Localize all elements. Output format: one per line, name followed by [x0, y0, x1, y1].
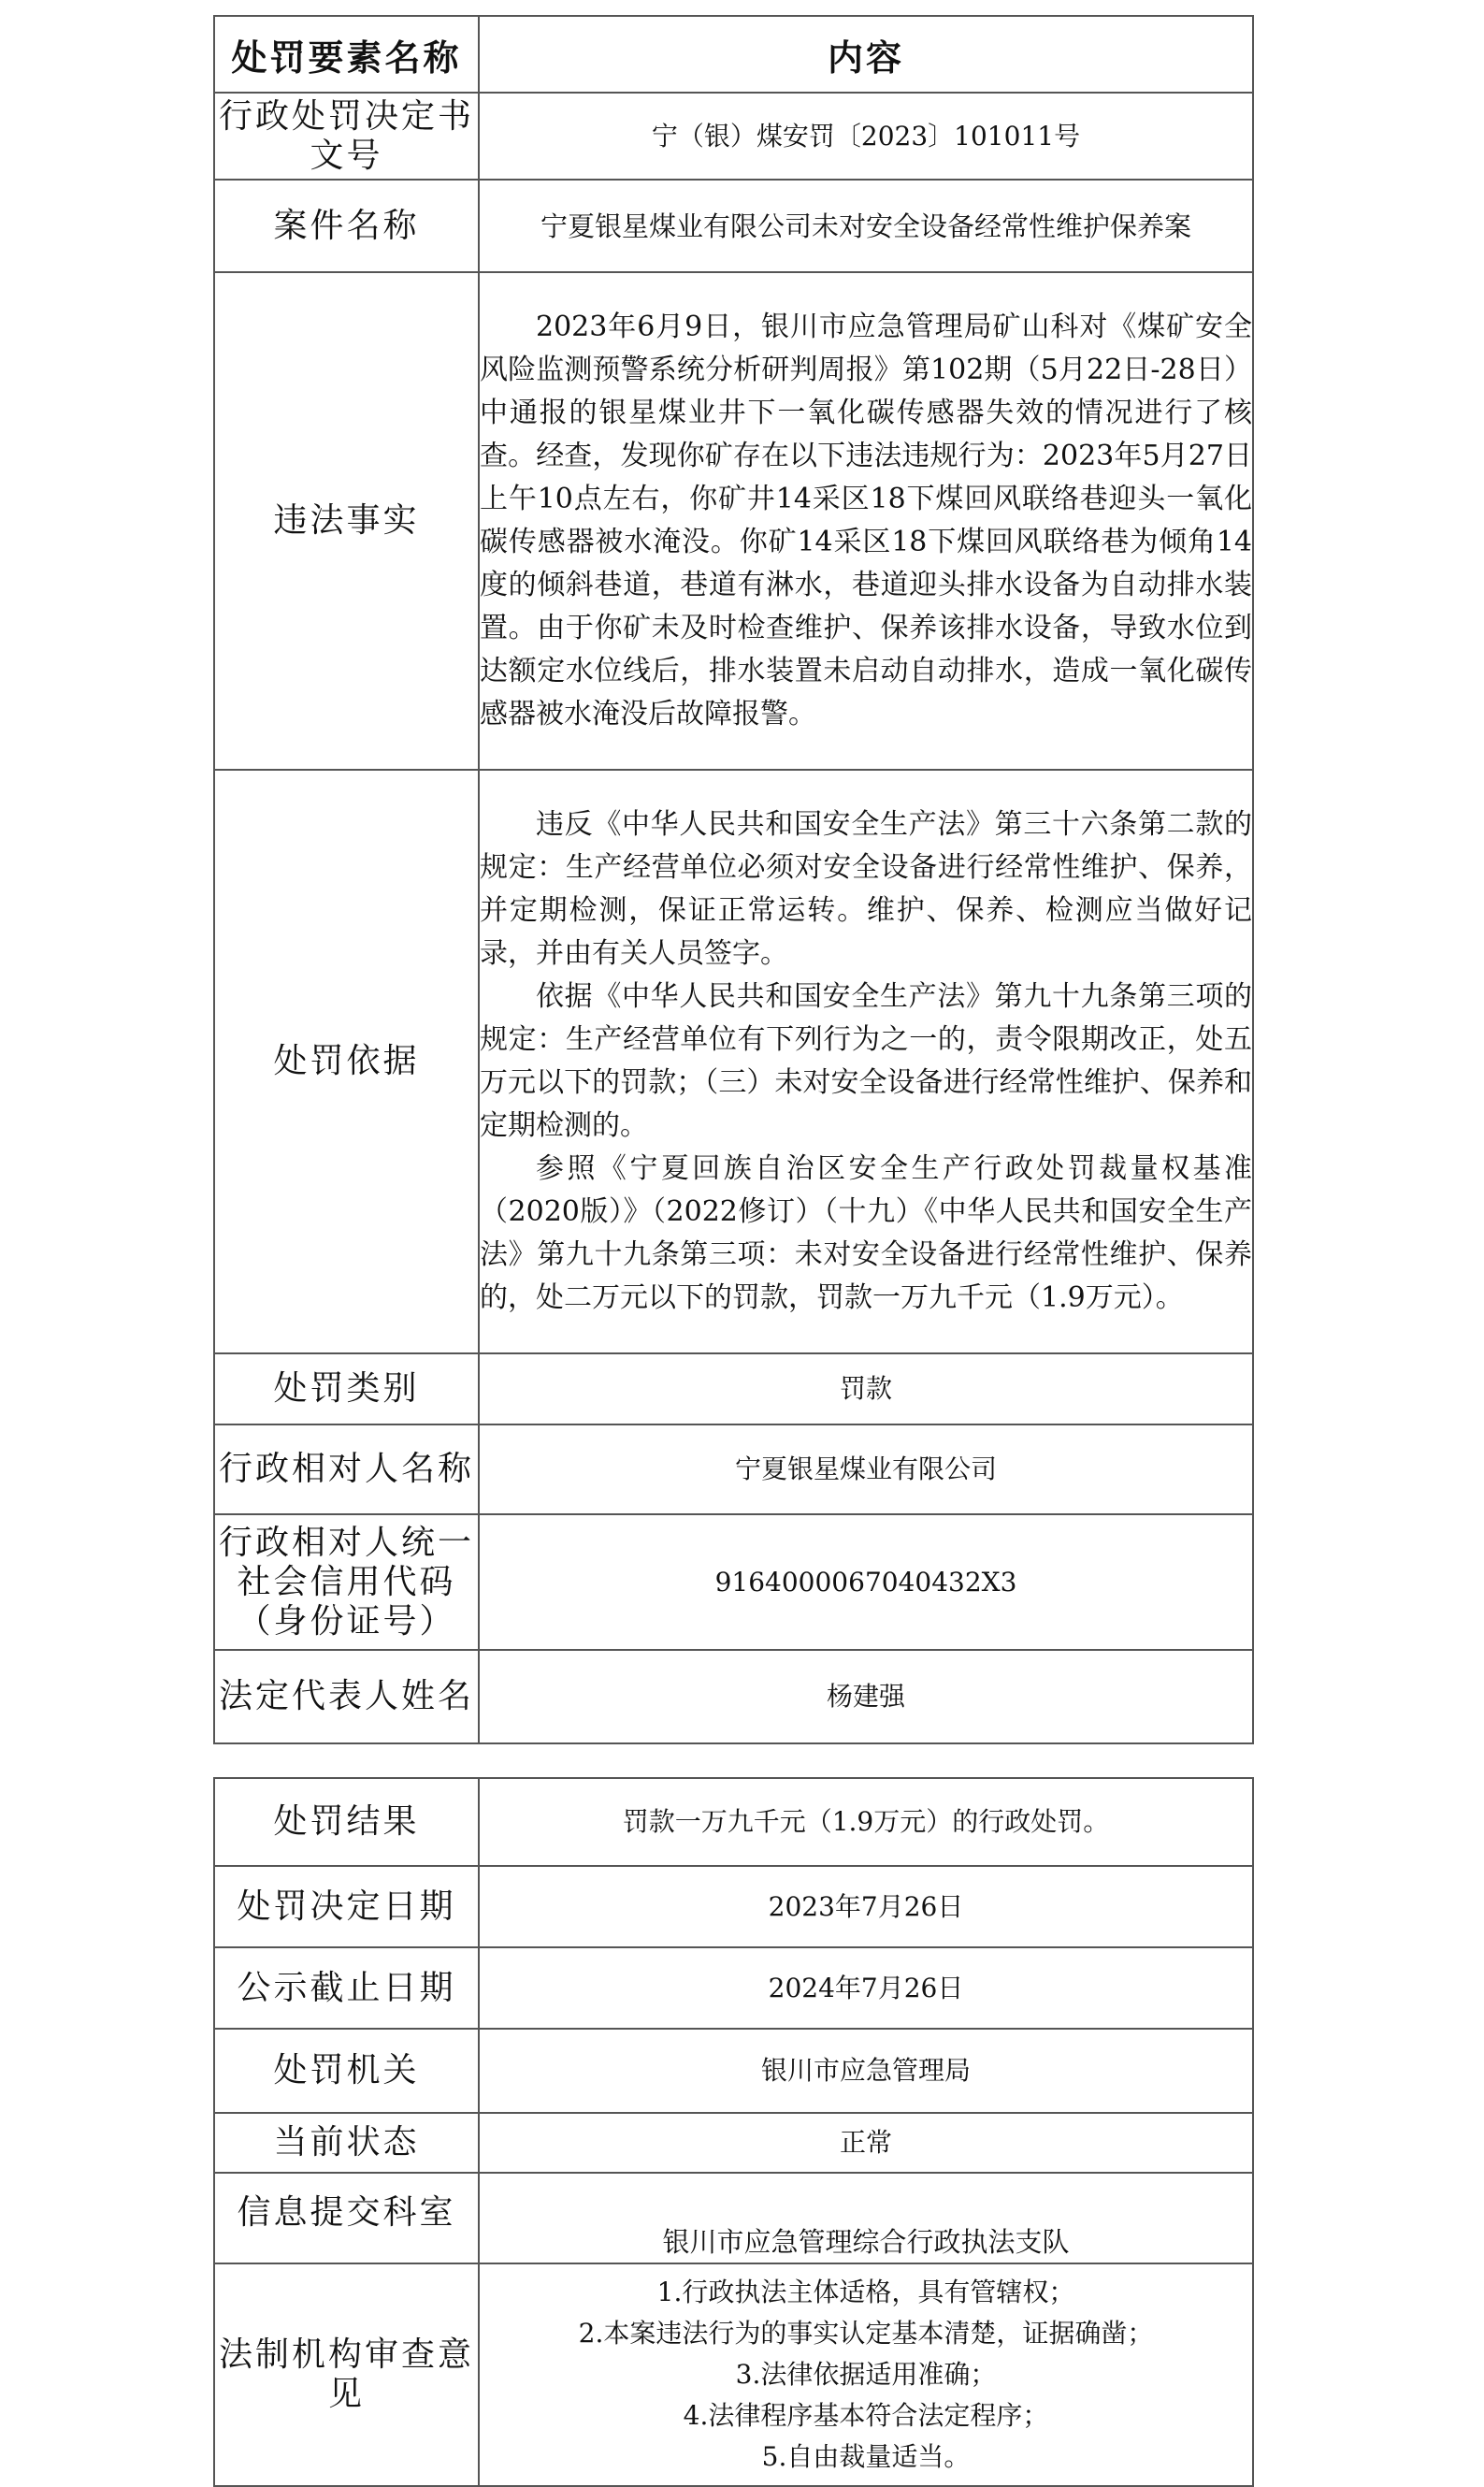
row-case-name	[214, 180, 1253, 272]
table-header-row	[214, 16, 1253, 93]
value-violation-facts	[479, 272, 1253, 770]
label-current-status: 当前状态	[214, 2113, 479, 2173]
label-violation-facts: 违法事实	[214, 272, 479, 770]
review-item: 2.本案违法行为的事实认定基本清楚，证据确凿；	[578, 2318, 1154, 2349]
row-party-name	[214, 1424, 1253, 1514]
label-decision-date: 处罚决定日期	[214, 1866, 479, 1947]
value-publicity-deadline: 2024年7月26日	[479, 1947, 1253, 2029]
basis-paragraph-violation: 违反《中华人民共和国安全生产法》第三十六条第二款的规定：生产经营单位必须对安全设备进行经常性维护、保养，并定期检测，保证正常运转。维护、保养、检测应当做好记录，并由有关人员签字。	[480, 808, 1252, 970]
label-submitting-department: 信息提交科室	[214, 2173, 479, 2263]
label-publicity-deadline: 公示截止日期	[214, 1947, 479, 2029]
label-penalty-basis: 处罚依据	[214, 770, 479, 1353]
value-penalty-basis	[479, 770, 1253, 1353]
label-penalty-category: 处罚类别	[214, 1353, 479, 1424]
value-penalty-category: 罚款	[479, 1353, 1253, 1424]
row-violation-facts	[214, 272, 1253, 770]
penalty-result-table	[213, 1777, 1254, 2487]
row-decision-number	[214, 93, 1253, 180]
row-submitting-department	[214, 2173, 1253, 2263]
row-legal-representative	[214, 1650, 1253, 1743]
review-item: 1.行政执法主体适格，具有管辖权；	[656, 2277, 1075, 2307]
value-decision-date: 2023年7月26日	[479, 1866, 1253, 1947]
value-case-name: 宁夏银星煤业有限公司未对安全设备经常性维护保养案	[479, 180, 1253, 272]
value-legal-review	[479, 2263, 1253, 2486]
row-current-status	[214, 2113, 1253, 2173]
row-legal-review	[214, 2263, 1253, 2486]
value-current-status: 正常	[479, 2113, 1253, 2173]
row-credit-code	[214, 1514, 1253, 1650]
penalty-info-table	[213, 15, 1254, 1744]
value-credit-code: 9164000067040432X3	[479, 1514, 1253, 1650]
review-item: 4.法律程序基本符合法定程序；	[683, 2400, 1049, 2431]
review-item: 3.法律依据适用准确；	[735, 2359, 997, 2390]
label-penalty-result: 处罚结果	[214, 1778, 479, 1866]
row-penalty-basis	[214, 770, 1253, 1353]
label-penalty-authority: 处罚机关	[214, 2029, 479, 2113]
value-legal-representative: 杨建强	[479, 1650, 1253, 1743]
basis-paragraph-legal: 依据《中华人民共和国安全生产法》第九十九条第三项的规定：生产经营单位有下列行为之一的，责令限期改正，处五万元以下的罚款；（三）未对安全设备进行经常性维护、保养和定期检测的。	[480, 980, 1252, 1142]
header-element-name: 处罚要素名称	[214, 16, 479, 93]
label-credit-code: 行政相对人统一社会信用代码（身份证号）	[214, 1514, 479, 1650]
header-content: 内容	[479, 16, 1253, 93]
basis-paragraph-reference: 参照《宁夏回族自治区安全生产行政处罚裁量权基准（2020版）》（2022修订）（十九）《中华人民共和国安全生产法》第九十九条第三项：未对安全设备进行经常性维护、保养的，处二万元以下的罚款，罚款一万九千元（1.9万元）。	[480, 1152, 1252, 1314]
value-penalty-result: 罚款一万九千元（1.9万元）的行政处罚。	[479, 1778, 1253, 1866]
value-decision-number: 宁（银）煤安罚〔2023〕101011号	[479, 93, 1253, 180]
row-penalty-authority	[214, 2029, 1253, 2113]
value-party-name: 宁夏银星煤业有限公司	[479, 1424, 1253, 1514]
value-submitting-department: 银川市应急管理综合行政执法支队	[479, 2173, 1253, 2263]
label-case-name: 案件名称	[214, 180, 479, 272]
row-penalty-result	[214, 1778, 1253, 1866]
label-decision-number: 行政处罚决定书文号	[214, 93, 479, 180]
label-legal-representative: 法定代表人姓名	[214, 1650, 479, 1743]
row-publicity-deadline	[214, 1947, 1253, 2029]
facts-paragraph: 2023年6月9日，银川市应急管理局矿山科对《煤矿安全风险监测预警系统分析研判周报》第102期（5月22日-28日）中通报的银星煤业井下一氧化碳传感器失效的情况进行了核查。经查，发现你矿存在以下违法违规行为：2023年5月27日上午10点左右，你矿井14采区18下煤回风联络巷迎头一氧化碳传感器被水淹没。你矿14采区18下煤回风联络巷为倾角14度的倾斜巷道，巷道有淋水，巷道迎头排水设备为自动排水装置。由于你矿未及时检查维护、保养该排水设备，导致水位到达额定水位线后，排水装置未启动自动排水，造成一氧化碳传感器被水淹没后故障报警。	[480, 311, 1252, 730]
row-penalty-category	[214, 1353, 1253, 1424]
row-decision-date	[214, 1866, 1253, 1947]
review-item: 5.自由裁量适当。	[761, 2441, 971, 2472]
label-legal-review: 法制机构审查意见	[214, 2263, 479, 2486]
value-penalty-authority: 银川市应急管理局	[479, 2029, 1253, 2113]
label-party-name: 行政相对人名称	[214, 1424, 479, 1514]
